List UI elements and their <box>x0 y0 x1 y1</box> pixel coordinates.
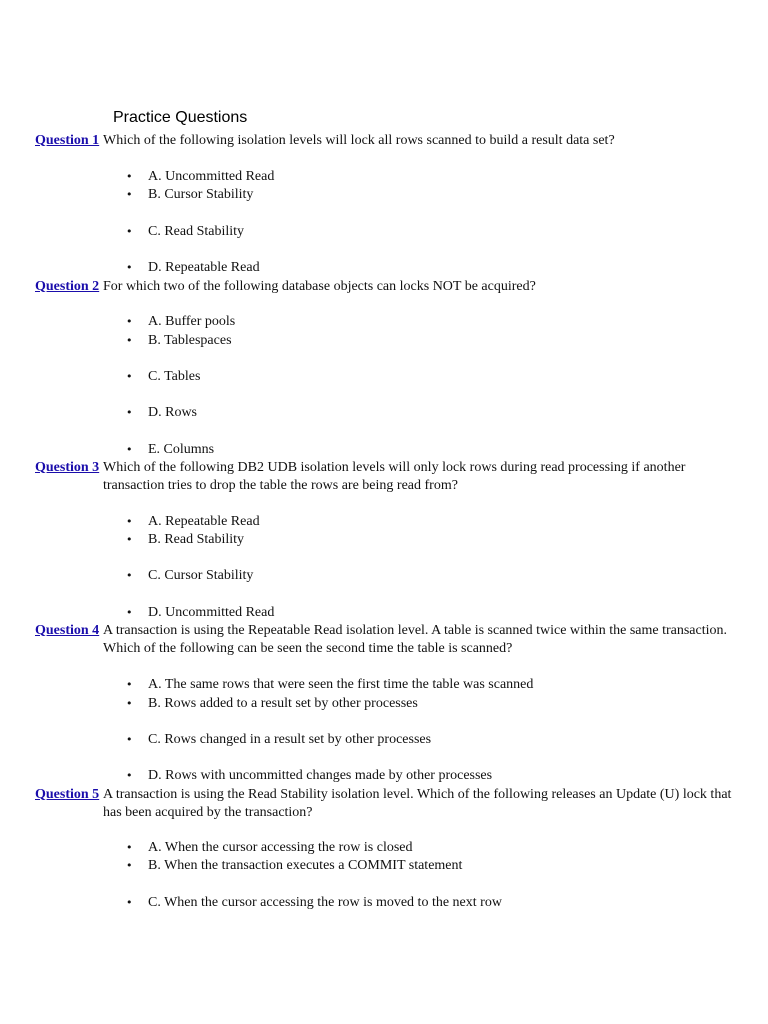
question-5-option-a <box>126 839 413 857</box>
bullet-icon: • <box>126 896 133 909</box>
question-1-option-c <box>126 223 244 241</box>
question-3-link[interactable]: Question 3 <box>35 460 100 475</box>
option-text: C. Tables <box>148 369 201 384</box>
question-3-text: Which of the following DB2 UDB isolation levels will only lock rows during read processing if another transaction tries to drop the table the rows are being read from? <box>103 460 686 493</box>
question-4-option-b <box>126 695 418 713</box>
question-4 <box>35 622 735 658</box>
question-1-option-d <box>126 259 260 277</box>
option-text: A. Buffer pools <box>148 314 236 329</box>
question-1-text: Which of the following isolation levels will lock all rows scanned to build a result data set? <box>103 133 615 148</box>
page-title: Practice Questions <box>113 109 248 126</box>
bullet-icon: • <box>126 334 133 347</box>
question-2-link[interactable]: Question 2 <box>35 279 100 294</box>
option-text: B. Rows added to a result set by other processes <box>148 696 418 711</box>
question-3-option-b <box>126 531 244 549</box>
question-1-option-a <box>126 168 274 186</box>
option-text: E. Columns <box>148 442 215 457</box>
question-5-option-b <box>126 857 462 875</box>
question-2 <box>35 278 735 296</box>
question-3-option-d <box>126 604 274 622</box>
question-1-option-b <box>126 186 253 204</box>
option-text: B. When the transaction executes a COMMIT statement <box>148 858 463 873</box>
bullet-icon: • <box>126 515 133 528</box>
question-2-option-b <box>126 332 232 350</box>
bullet-icon: • <box>126 697 133 710</box>
question-4-option-d <box>126 767 492 785</box>
bullet-icon: • <box>126 170 133 183</box>
question-4-link[interactable]: Question 4 <box>35 623 100 638</box>
bullet-icon: • <box>126 315 133 328</box>
bullet-icon: • <box>126 533 133 546</box>
bullet-icon: • <box>126 370 133 383</box>
bullet-icon: • <box>126 443 133 456</box>
question-5-link[interactable]: Question 5 <box>35 787 100 802</box>
question-4-text: A transaction is using the Repeatable Read isolation level. A table is scanned twice within the same transaction. Which of the following can be seen the second time the table is scanned? <box>103 623 728 656</box>
question-5-text: A transaction is using the Read Stability isolation level. Which of the following releases an Update (U) lock that has been acquired by the transaction? <box>103 787 732 820</box>
option-text: B. Cursor Stability <box>148 187 254 202</box>
bullet-icon: • <box>126 261 133 274</box>
question-5 <box>35 786 735 822</box>
question-3-option-a <box>126 513 260 531</box>
option-text: C. Rows changed in a result set by other processes <box>148 732 432 747</box>
bullet-icon: • <box>126 841 133 854</box>
question-5-option-c <box>126 894 502 912</box>
option-text: B. Read Stability <box>148 532 245 547</box>
question-2-text: For which two of the following database objects can locks NOT be acquired? <box>103 279 536 294</box>
question-2-option-e <box>126 441 214 459</box>
option-text: A. The same rows that were seen the first time the table was scanned <box>148 677 534 692</box>
bullet-icon: • <box>126 188 133 201</box>
bullet-icon: • <box>126 859 133 872</box>
bullet-icon: • <box>126 733 133 746</box>
option-text: C. When the cursor accessing the row is moved to the next row <box>148 895 502 910</box>
bullet-icon: • <box>126 406 133 419</box>
option-text: A. Repeatable Read <box>148 514 260 529</box>
option-text: D. Rows with uncommitted changes made by other processes <box>148 768 493 783</box>
option-text: D. Uncommitted Read <box>148 605 275 620</box>
question-1 <box>35 132 735 150</box>
bullet-icon: • <box>126 225 133 238</box>
option-text: D. Repeatable Read <box>148 260 260 275</box>
option-text: A. Uncommitted Read <box>148 169 275 184</box>
option-text: D. Rows <box>148 405 198 420</box>
question-4-option-c <box>126 731 431 749</box>
option-text: C. Read Stability <box>148 224 245 239</box>
question-2-option-a <box>126 313 235 331</box>
option-text: C. Cursor Stability <box>148 568 254 583</box>
bullet-icon: • <box>126 769 133 782</box>
question-2-option-c <box>126 368 200 386</box>
option-text: A. When the cursor accessing the row is closed <box>148 840 413 855</box>
bullet-icon: • <box>126 678 133 691</box>
option-text: B. Tablespaces <box>148 333 232 348</box>
question-4-option-a <box>126 676 533 694</box>
bullet-icon: • <box>126 569 133 582</box>
question-3-option-c <box>126 567 253 585</box>
bullet-icon: • <box>126 606 133 619</box>
question-2-option-d <box>126 404 197 422</box>
question-1-link[interactable]: Question 1 <box>35 133 100 148</box>
question-3 <box>35 459 735 495</box>
